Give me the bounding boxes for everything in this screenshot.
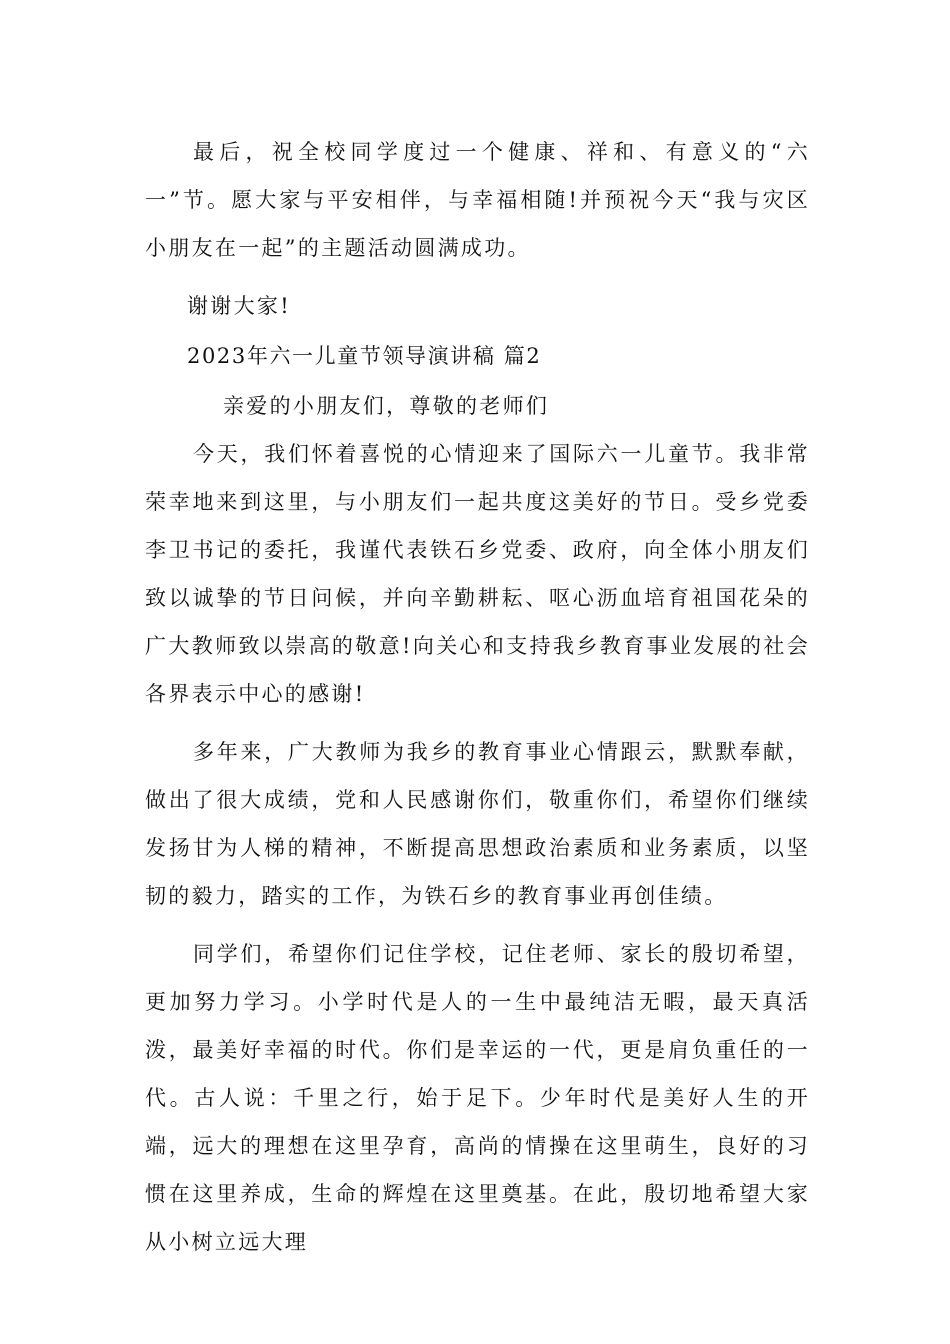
paragraph-teachers: 多年来，广大教师为我乡的教育事业心情跟云，默默奉献，做出了很大成绩，党和人民感谢你们，敬重你们，希望你们继续发扬甘为人梯的精神，不断提高思想政治素质和业务素质，以坚韧的毅力，踏实的工作，为铁石乡的教育事业再创佳绩。 [145,740,810,908]
paragraph-thanks: 谢谢大家! [187,294,291,318]
paragraph-students: 同学们，希望你们记住学校，记住老师、家长的殷切希望，更加努力学习。小学时代是人的一生中最纯洁无暇，最天真活泼，最美好幸福的时代。你们是幸运的一代，更是肩负重任的一代。古人说：千里之行，始于足下。少年时代是美好人生的开端，远大的理想在这里孕育，高尚的情操在这里萌生，良好的习惯在这里养成，生命的辉煌在这里奠基。在此，殷切地希望大家从小树立远大理 [145,942,810,1254]
section-title: 2023年六一儿童节领导演讲稿 篇2 [187,344,542,368]
salutation: 亲爱的小朋友们，尊敬的老师们 [223,394,550,418]
document-body [145,128,810,1266]
paragraph-closing-wishes: 最后，祝全校同学度过一个健康、祥和、有意义的“六一”节。愿大家与平安相伴，与幸福相随!并预祝今天“我与灾区小朋友在一起”的主题活动圆满成功。 [145,140,810,260]
paragraph-intro: 今天，我们怀着喜悦的心情迎来了国际六一儿童节。我非常荣幸地来到这里，与小朋友们一起共度这美好的节日。受乡党委李卫书记的委托，我谨代表铁石乡党委、政府，向全体小朋友们致以诚挚的节日问候，并向辛勤耕耘、呕心沥血培育祖国花朵的广大教师致以崇高的敬意!向关心和支持我乡教育事业发展的社会各界表示中心的感谢! [145,442,810,706]
